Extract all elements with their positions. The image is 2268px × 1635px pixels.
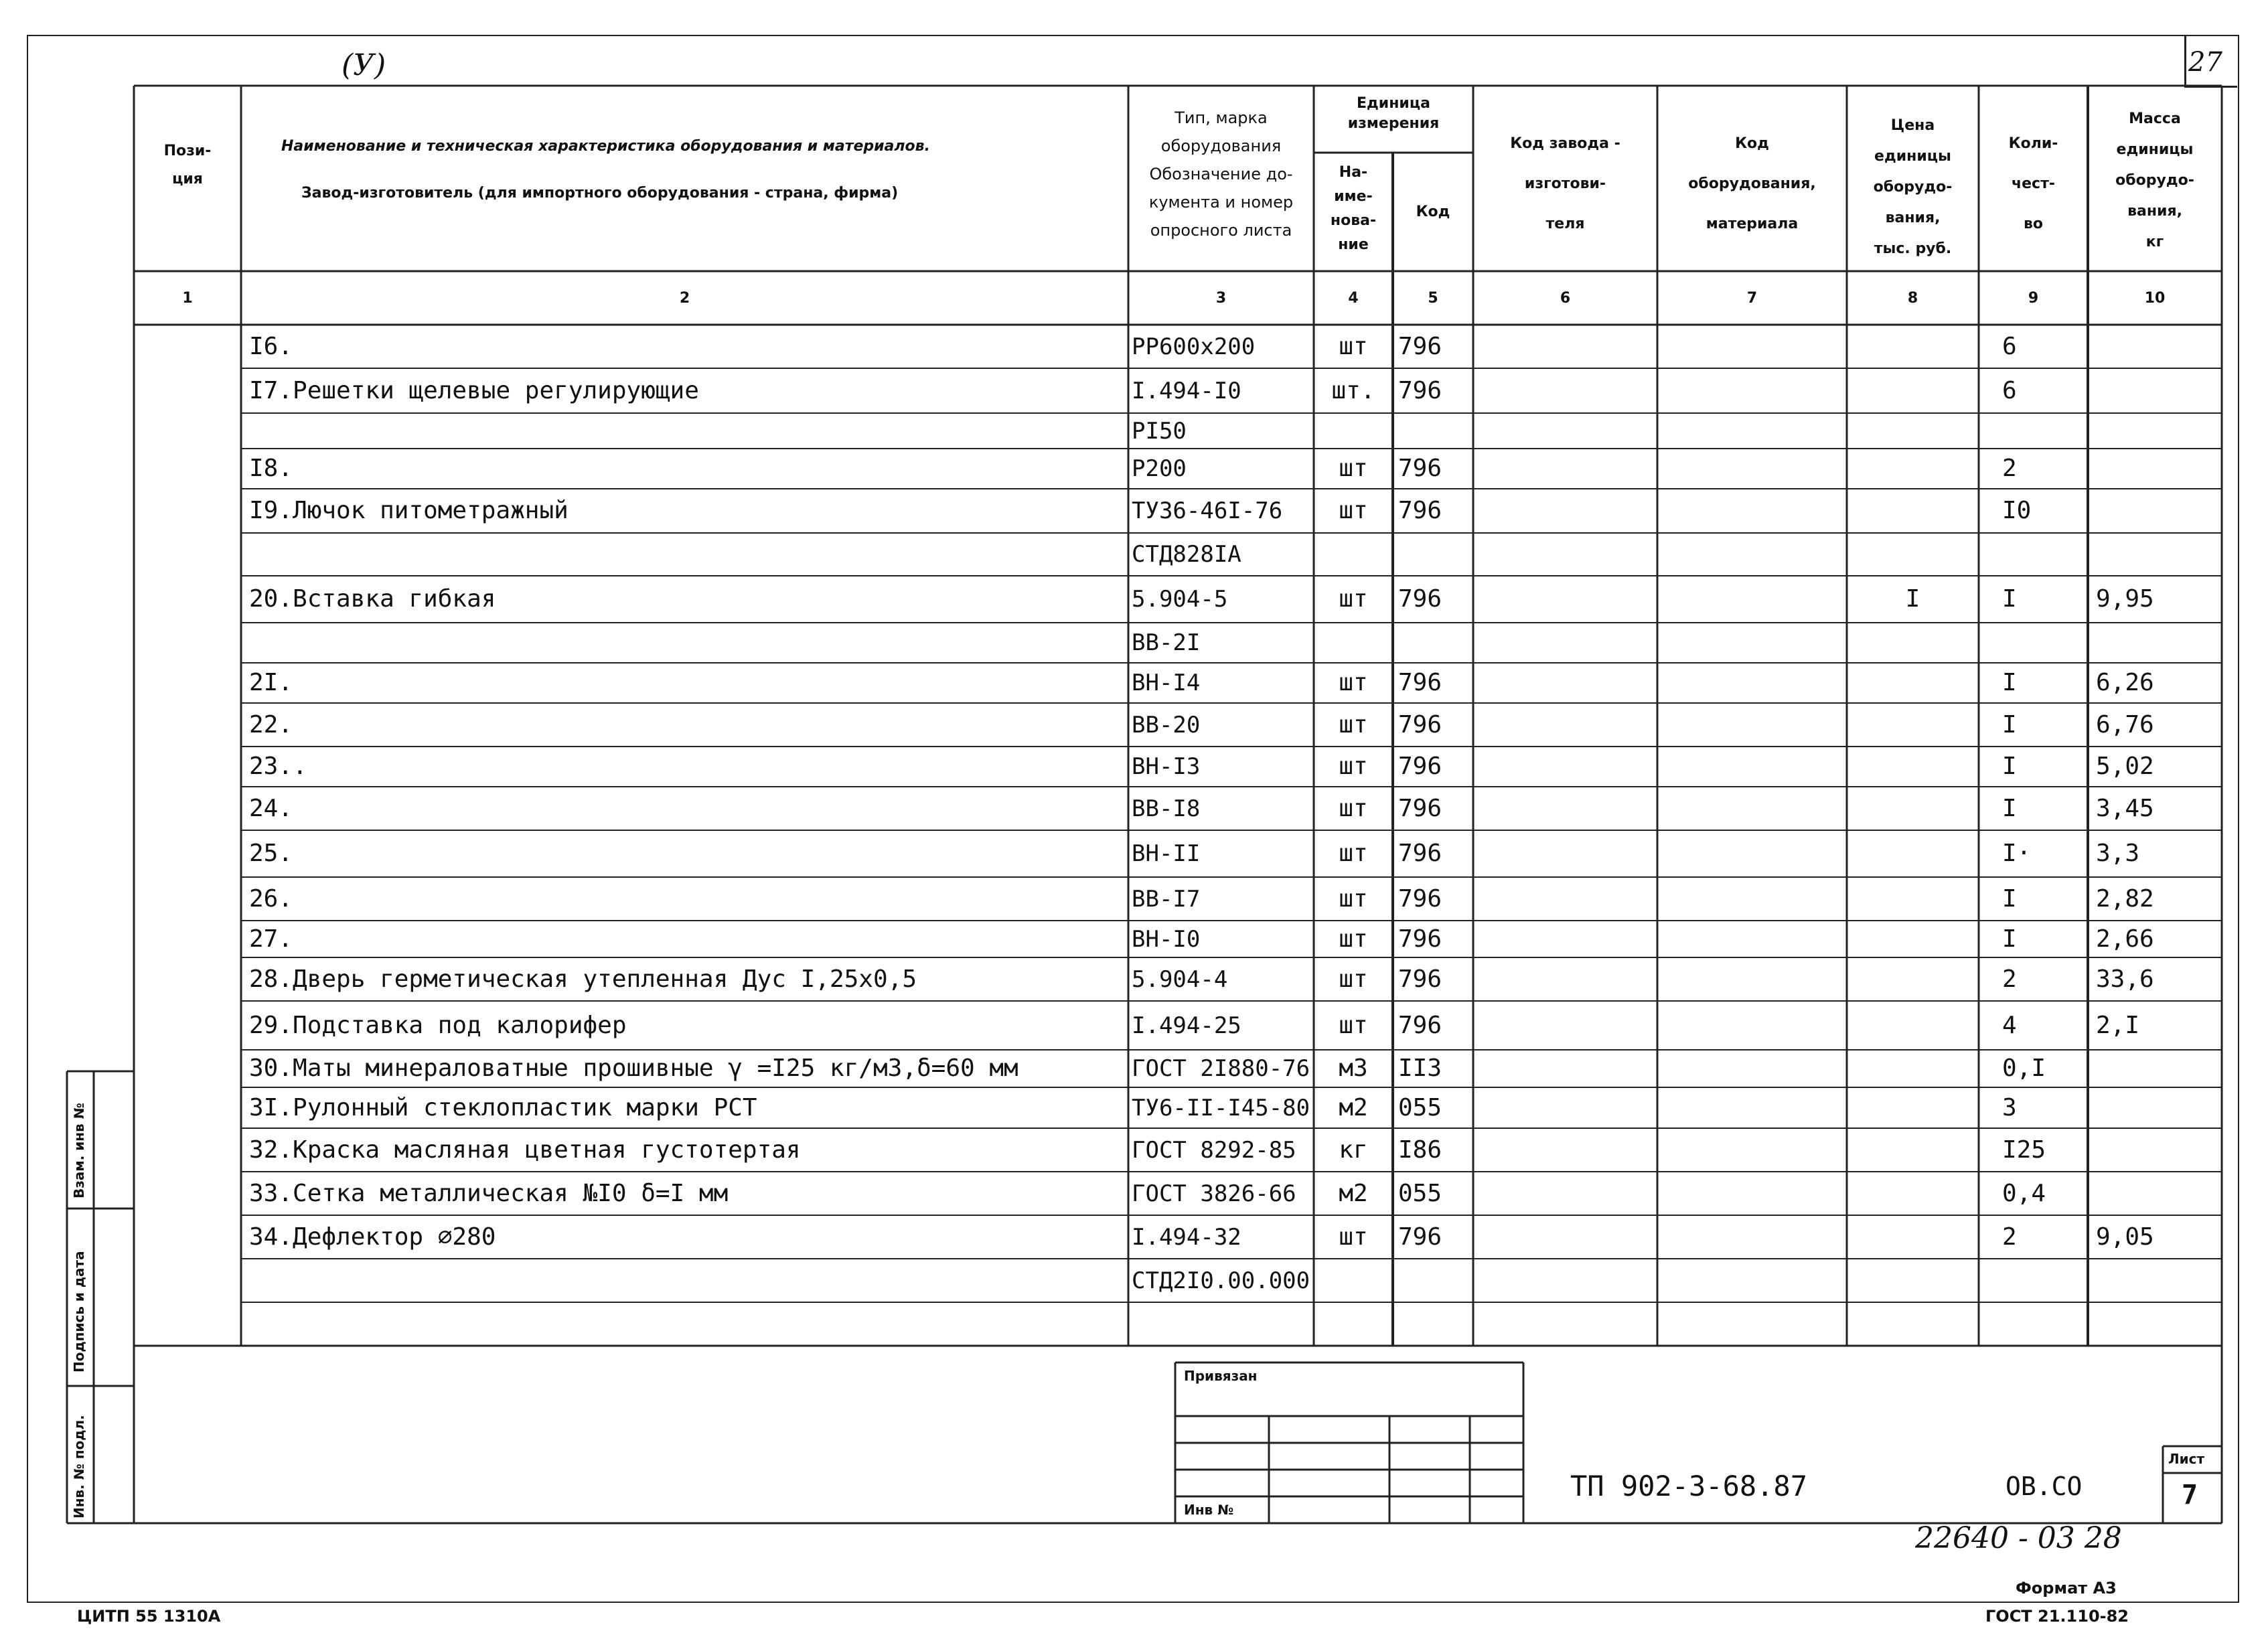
row-unit: шт xyxy=(1339,710,1368,738)
row-unit-code: 796 xyxy=(1398,332,1442,360)
column-number: 2 xyxy=(679,290,690,307)
column-number: 6 xyxy=(1560,290,1571,307)
row-type: I.494-32 xyxy=(1132,1223,1241,1251)
row-type: BH-II xyxy=(1132,840,1201,867)
row-unit: шт. xyxy=(1331,376,1375,404)
row-name: I6. xyxy=(249,332,293,360)
row-quantity: 0,4 xyxy=(2002,1179,2046,1207)
row-unit-code: 796 xyxy=(1398,376,1442,404)
header-name-line2: Завод-изготовитель (для импортного оборудования - страна, фирма) xyxy=(301,185,899,202)
row-unit-code: 796 xyxy=(1398,710,1442,738)
corner-sheet-number: 27 xyxy=(2188,47,2222,78)
row-quantity: 2 xyxy=(2002,965,2017,993)
row-mass: 2,82 xyxy=(2096,884,2154,913)
row-type: СТД828IA xyxy=(1132,541,1241,568)
row-type: 5.904-5 xyxy=(1132,586,1228,613)
header-unit-group: Единица измерения xyxy=(1347,95,1440,132)
row-name: 3I.Рулонный стеклопластик марки РСТ xyxy=(249,1093,757,1121)
row-name: I8. xyxy=(249,455,293,482)
row-unit-code: 796 xyxy=(1398,925,1442,953)
row-quantity: I xyxy=(2002,585,2017,613)
header-price: Цена единицы оборудо- вания, тыс. руб. xyxy=(1873,117,1953,257)
row-type: ТУ6-II-I45-80 xyxy=(1132,1094,1310,1121)
row-type: ГОСТ 8292-85 xyxy=(1132,1136,1296,1164)
row-quantity: 6 xyxy=(2002,332,2017,360)
row-mass: 5,02 xyxy=(2096,753,2154,780)
row-quantity: I25 xyxy=(2002,1136,2046,1164)
row-name: 28.Дверь герметическая утепленная Дус I,25x0,5 xyxy=(249,965,917,993)
row-unit-code: 796 xyxy=(1398,669,1442,696)
row-unit: шт xyxy=(1339,585,1368,613)
column-number: 8 xyxy=(1907,290,1918,307)
row-name: 25. xyxy=(249,840,293,867)
header-position: Пози- ция xyxy=(163,143,212,187)
row-unit: шт xyxy=(1339,1223,1368,1251)
row-unit: шт xyxy=(1339,497,1368,524)
footer-right-stamp: ГОСТ 21.110-82 xyxy=(1985,1607,2129,1626)
row-unit: шт xyxy=(1339,925,1368,953)
row-quantity: 6 xyxy=(2002,376,2017,404)
row-type: PI50 xyxy=(1132,417,1187,445)
row-type: BH-I0 xyxy=(1132,925,1201,953)
row-unit: шт xyxy=(1339,669,1368,696)
column-number: 9 xyxy=(2028,290,2039,307)
row-unit-code: 055 xyxy=(1398,1093,1442,1121)
row-type: ГОСТ 2I880-76 xyxy=(1132,1055,1310,1082)
footer-left-stamp: ЦИТП 55 1310А xyxy=(77,1607,221,1626)
row-unit: шт xyxy=(1339,1011,1368,1039)
sheet-label: Лист xyxy=(2168,1451,2205,1467)
row-unit-code: 796 xyxy=(1398,1223,1442,1251)
row-unit-code: 796 xyxy=(1398,753,1442,780)
row-quantity: I xyxy=(2002,925,2017,953)
row-quantity: 3 xyxy=(2002,1093,2017,1121)
side-podpis-data: Подпись и дата xyxy=(71,1251,87,1373)
row-type: ТУ36-46I-76 xyxy=(1132,497,1283,524)
row-unit-code: 796 xyxy=(1398,585,1442,613)
row-mass: 6,76 xyxy=(2096,710,2154,738)
corner-mark: (У) xyxy=(342,48,386,82)
header-mass: Масса единицы оборудо- вания, кг xyxy=(2115,110,2194,250)
row-unit-code: 796 xyxy=(1398,497,1442,524)
row-quantity: I xyxy=(2002,710,2017,738)
document-code: ТП 902-3-68.87 xyxy=(1570,1470,1808,1502)
row-type: P200 xyxy=(1132,455,1187,482)
row-mass: 2,66 xyxy=(2096,925,2154,953)
row-unit: шт xyxy=(1339,884,1368,913)
row-quantity: 0,I xyxy=(2002,1055,2046,1082)
column-number: 10 xyxy=(2144,290,2166,307)
row-type: BH-I3 xyxy=(1132,753,1201,780)
row-unit: шт xyxy=(1339,794,1368,822)
row-unit: кг xyxy=(1339,1136,1368,1164)
row-unit-code: 796 xyxy=(1398,1011,1442,1039)
row-quantity: I xyxy=(2002,669,2017,696)
row-name: 26. xyxy=(249,884,293,913)
header-type: Тип, марка оборудования Обозначение до- кумента и номер опросного листа xyxy=(1148,108,1294,240)
row-unit-code: 796 xyxy=(1398,794,1442,822)
header-unit-name: На- име- нова- ние xyxy=(1330,164,1377,253)
row-mass: 3,3 xyxy=(2096,840,2140,867)
row-unit: шт xyxy=(1339,332,1368,360)
row-mass: 33,6 xyxy=(2096,965,2154,993)
row-quantity: 2 xyxy=(2002,455,2017,482)
column-number: 5 xyxy=(1428,290,1438,307)
row-quantity: I xyxy=(2002,753,2017,780)
row-name: 34.Дефлектор ∅280 xyxy=(249,1223,496,1251)
row-unit-code: 796 xyxy=(1398,840,1442,867)
row-mass: 6,26 xyxy=(2096,669,2154,696)
row-unit: м2 xyxy=(1339,1179,1368,1207)
column-number: 1 xyxy=(182,290,193,307)
row-name: I9.Лючок питометражный xyxy=(249,497,569,524)
side-inv-podl: Инв. № подл. xyxy=(71,1415,87,1519)
sheet-number: 7 xyxy=(2182,1480,2198,1510)
column-number: 7 xyxy=(1746,290,1758,307)
row-mass: 9,95 xyxy=(2096,585,2154,613)
row-unit: шт xyxy=(1339,840,1368,867)
column-number: 3 xyxy=(1215,290,1227,307)
row-type: BB-I8 xyxy=(1132,795,1201,822)
row-unit: шт xyxy=(1339,965,1368,993)
stamp-privyazan: Привязан xyxy=(1184,1368,1258,1384)
row-type: СТД2I0.00.000 xyxy=(1132,1267,1310,1294)
row-unit: м3 xyxy=(1339,1055,1368,1082)
row-name: 27. xyxy=(249,925,293,953)
row-type: BB-I7 xyxy=(1132,885,1201,913)
row-name: 20.Вставка гибкая xyxy=(249,585,496,613)
row-quantity: I· xyxy=(2002,840,2032,867)
row-name: 29.Подставка под калорифер xyxy=(249,1011,627,1039)
row-unit-code: II3 xyxy=(1398,1055,1442,1082)
header-unit-code: Код xyxy=(1416,204,1450,220)
row-type: I.494-I0 xyxy=(1132,377,1241,404)
row-name: 33.Сетка металлическая №I0 δ=I мм xyxy=(249,1179,729,1207)
row-type: 5.904-4 xyxy=(1132,965,1228,993)
stamp-inv-no: Инв № xyxy=(1184,1502,1234,1518)
header-name-line1: Наименование и техническая характеристика оборудования и материалов. xyxy=(281,138,930,155)
row-quantity: I xyxy=(2002,794,2017,822)
row-type: ГОСТ 3826-66 xyxy=(1132,1180,1296,1207)
row-mass: 9,05 xyxy=(2096,1223,2154,1251)
header-factory-code: Код завода - изготови- теля xyxy=(1510,135,1620,232)
archive-number: 22640 - 03 28 xyxy=(1915,1521,2122,1555)
row-unit: шт xyxy=(1339,753,1368,780)
row-unit-code: 796 xyxy=(1398,965,1442,993)
header-equipment-code: Код оборудования, материала xyxy=(1688,135,1816,232)
row-name: 22. xyxy=(249,710,293,738)
row-unit-code: 055 xyxy=(1398,1179,1442,1207)
row-price: I xyxy=(1905,585,1920,613)
row-type: I.494-25 xyxy=(1132,1012,1241,1039)
row-name: 30.Маты минераловатные прошивные γ =I25 кг/м3,δ=60 мм xyxy=(249,1055,1018,1082)
row-name: 2I. xyxy=(249,669,293,696)
row-type: BB-2I xyxy=(1132,629,1201,656)
row-mass: 3,45 xyxy=(2096,794,2154,822)
row-mass: 2,I xyxy=(2096,1011,2140,1039)
row-unit: шт xyxy=(1339,455,1368,482)
header-quantity: Коли- чест- во xyxy=(2008,135,2058,232)
side-vzam-inv: Взам. инв № xyxy=(71,1103,87,1198)
format-label: Формат А3 xyxy=(2016,1579,2117,1598)
row-name: I7.Решетки щелевые регулирующие xyxy=(249,376,699,404)
row-name: 24. xyxy=(249,794,293,822)
row-type: BH-I4 xyxy=(1132,670,1201,696)
row-quantity: I0 xyxy=(2002,497,2032,524)
column-number: 4 xyxy=(1348,290,1359,307)
row-unit-code: 796 xyxy=(1398,884,1442,913)
row-unit-code: I86 xyxy=(1398,1136,1442,1164)
row-quantity: 4 xyxy=(2002,1011,2017,1039)
row-type: BB-20 xyxy=(1132,711,1201,738)
row-quantity: 2 xyxy=(2002,1223,2017,1251)
row-name: 23.. xyxy=(249,753,307,780)
row-type: PP600x200 xyxy=(1132,333,1256,360)
row-quantity: I xyxy=(2002,884,2017,913)
row-name: 32.Краска масляная цветная густотертая xyxy=(249,1136,801,1164)
row-unit: м2 xyxy=(1339,1093,1368,1121)
section-code: ОВ.СО xyxy=(2006,1472,2083,1501)
row-unit-code: 796 xyxy=(1398,455,1442,482)
